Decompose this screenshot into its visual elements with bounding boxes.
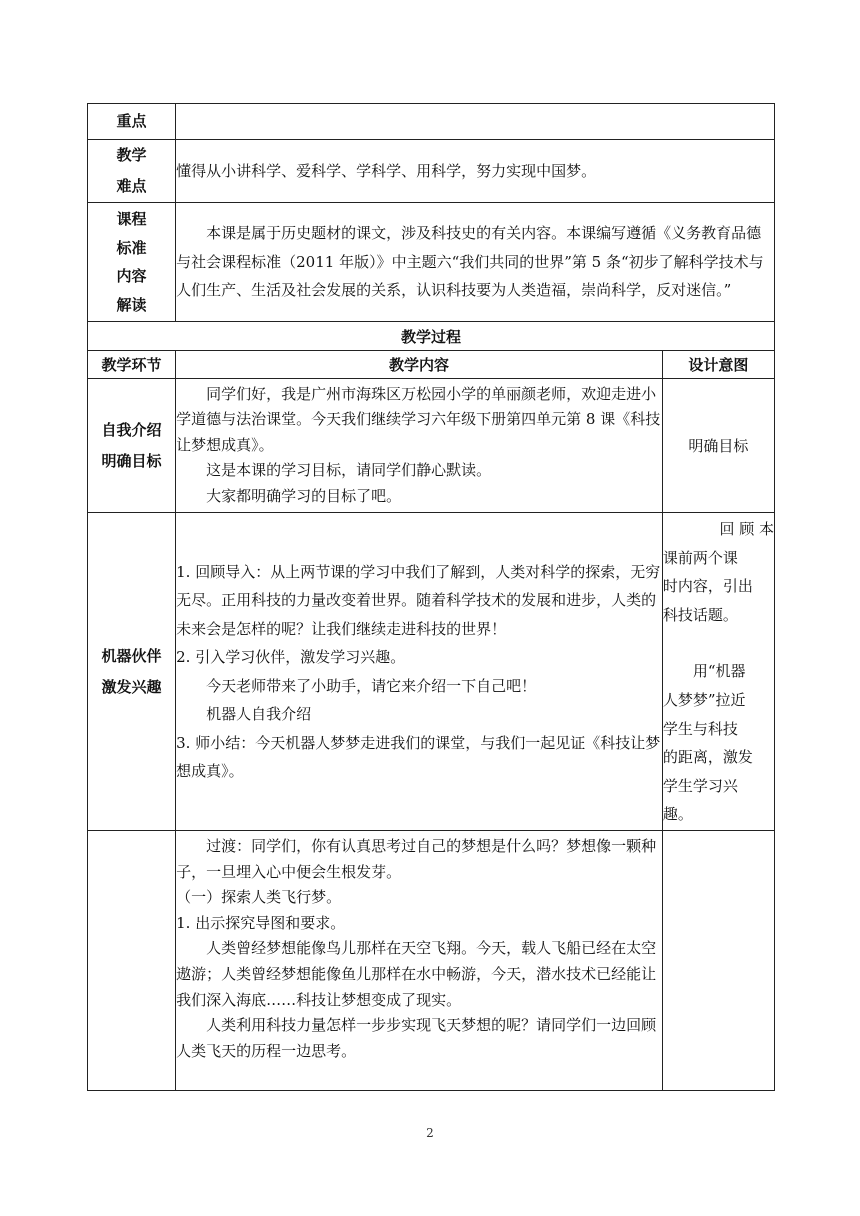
process-title: 教学过程 — [88, 322, 775, 351]
content-paragraph: 今天老师带来了小助手，请它来介绍一下自己吧！ — [206, 676, 537, 695]
standard-content — [176, 203, 775, 322]
stage-line: 机器伙伴 — [101, 646, 162, 665]
focus-label: 重点 — [88, 104, 176, 140]
section-intent — [662, 831, 774, 1091]
content-paragraph: 3. 师小结：今天机器人梦梦走进我们的课堂，与我们一起见证《科技让梦想成真》。 — [176, 733, 661, 780]
section-intent: 明确目标 — [662, 379, 774, 513]
standard-label-line: 内容 — [116, 267, 147, 285]
row-difficulty — [88, 140, 775, 203]
content-paragraph: （一）探索人类飞行梦。 — [176, 888, 342, 907]
content-paragraph: 1. 出示探究导图和要求。 — [176, 913, 346, 932]
intent-line: 学生与科技 — [662, 719, 738, 738]
row-process-title — [88, 322, 775, 351]
section-stage — [88, 379, 176, 513]
difficulty-label-line: 教学 — [116, 146, 147, 164]
lesson-plan-table — [87, 103, 775, 1091]
intent-line: 回 顾 本 — [719, 520, 774, 538]
header-stage: 教学环节 — [88, 351, 176, 379]
intent-line: 时内容，引出 — [662, 577, 753, 596]
difficulty-content: 懂得从小讲科学、爱科学、学科学、用科学，努力实现中国梦。 — [176, 140, 775, 203]
difficulty-label-line: 难点 — [116, 177, 147, 195]
page-number: 2 — [426, 1126, 434, 1140]
section-row — [88, 379, 775, 513]
row-column-headers — [88, 351, 775, 379]
section-content — [176, 379, 663, 513]
standard-label-line: 课程 — [116, 210, 147, 228]
standard-paragraph: 本课是属于历史题材的课文，涉及科技史的有关内容。本课编写遵循《义务教育品德与社会课程标准（2011 年版）》中主题六“我们共同的世界”第 5 条“初步了解科学技术与人们生产、生活及社会发展的关系，认识科技要为人类造福，崇尚科学，反对迷信。” — [176, 224, 764, 300]
focus-content — [176, 104, 775, 140]
standard-label-line: 解读 — [116, 295, 147, 314]
content-paragraph: 大家都明确学习的目标了吧。 — [206, 486, 402, 505]
content-paragraph: 过渡：同学们，你有认真思考过自己的梦想是什么吗？梦想像一颗种子，一旦埋入心中便会生根发芽。 — [176, 837, 657, 881]
row-standard — [88, 203, 775, 322]
intent-line: 趣。 — [662, 805, 693, 824]
section-stage — [88, 831, 176, 1091]
intent-line: 科技话题。 — [662, 605, 738, 624]
section-intent — [662, 513, 774, 831]
section-row — [88, 831, 775, 1091]
intent-line: 人梦梦”拉近 — [662, 690, 746, 709]
row-focus — [88, 104, 775, 140]
section-content — [176, 513, 663, 831]
section-row — [88, 513, 775, 831]
content-paragraph: 机器人自我介绍 — [206, 705, 312, 723]
content-paragraph: 同学们好，我是广州市海珠区万松园小学的单丽颜老师，欢迎走进小学道德与法治课堂。今天我们继续学习六年级下册第四单元第 8 课《科技让梦想成真》。 — [176, 384, 661, 454]
difficulty-label — [88, 140, 176, 203]
content-paragraph: 人类曾经梦想能像鸟儿那样在天空飞翔。今天，载人飞船已经在太空遨游；人类曾经梦想能像鱼儿那样在水中畅游，今天，潜水技术已经能让我们深入海底……科技让梦想变成了现实。 — [176, 939, 657, 1009]
header-intent: 设计意图 — [662, 351, 774, 379]
content-paragraph: 这是本课的学习目标，请同学们静心默读。 — [206, 461, 492, 480]
content-paragraph: 人类利用科技力量怎样一步步实现飞天梦想的呢？请同学们一边回顾人类飞天的历程一边思考。 — [176, 1016, 657, 1060]
stage-line: 自我介绍 — [101, 420, 162, 439]
stage-line: 激发兴趣 — [101, 677, 162, 696]
stage-line: 明确目标 — [101, 451, 162, 470]
intent-line: 学生学习兴 — [662, 776, 738, 795]
standard-label-line: 标准 — [116, 238, 147, 257]
content-paragraph: 2. 引入学习伙伴，激发学习兴趣。 — [176, 648, 406, 666]
content-paragraph: 1. 回顾导入：从上两节课的学习中我们了解到，人类对科学的探索，无穷无尽。正用科技的力量改变着世界。随着科学技术的发展和进步，人类的未来会是怎样的呢？让我们继续走进科技的世界！ — [176, 562, 661, 638]
header-content: 教学内容 — [176, 351, 663, 379]
intent-line: 的距离，激发 — [662, 748, 753, 767]
section-content — [176, 831, 663, 1091]
intent-line: 用“机器 — [692, 662, 746, 681]
intent-line: 课前两个课 — [662, 548, 738, 567]
section-stage — [88, 513, 176, 831]
standard-label — [88, 203, 176, 322]
